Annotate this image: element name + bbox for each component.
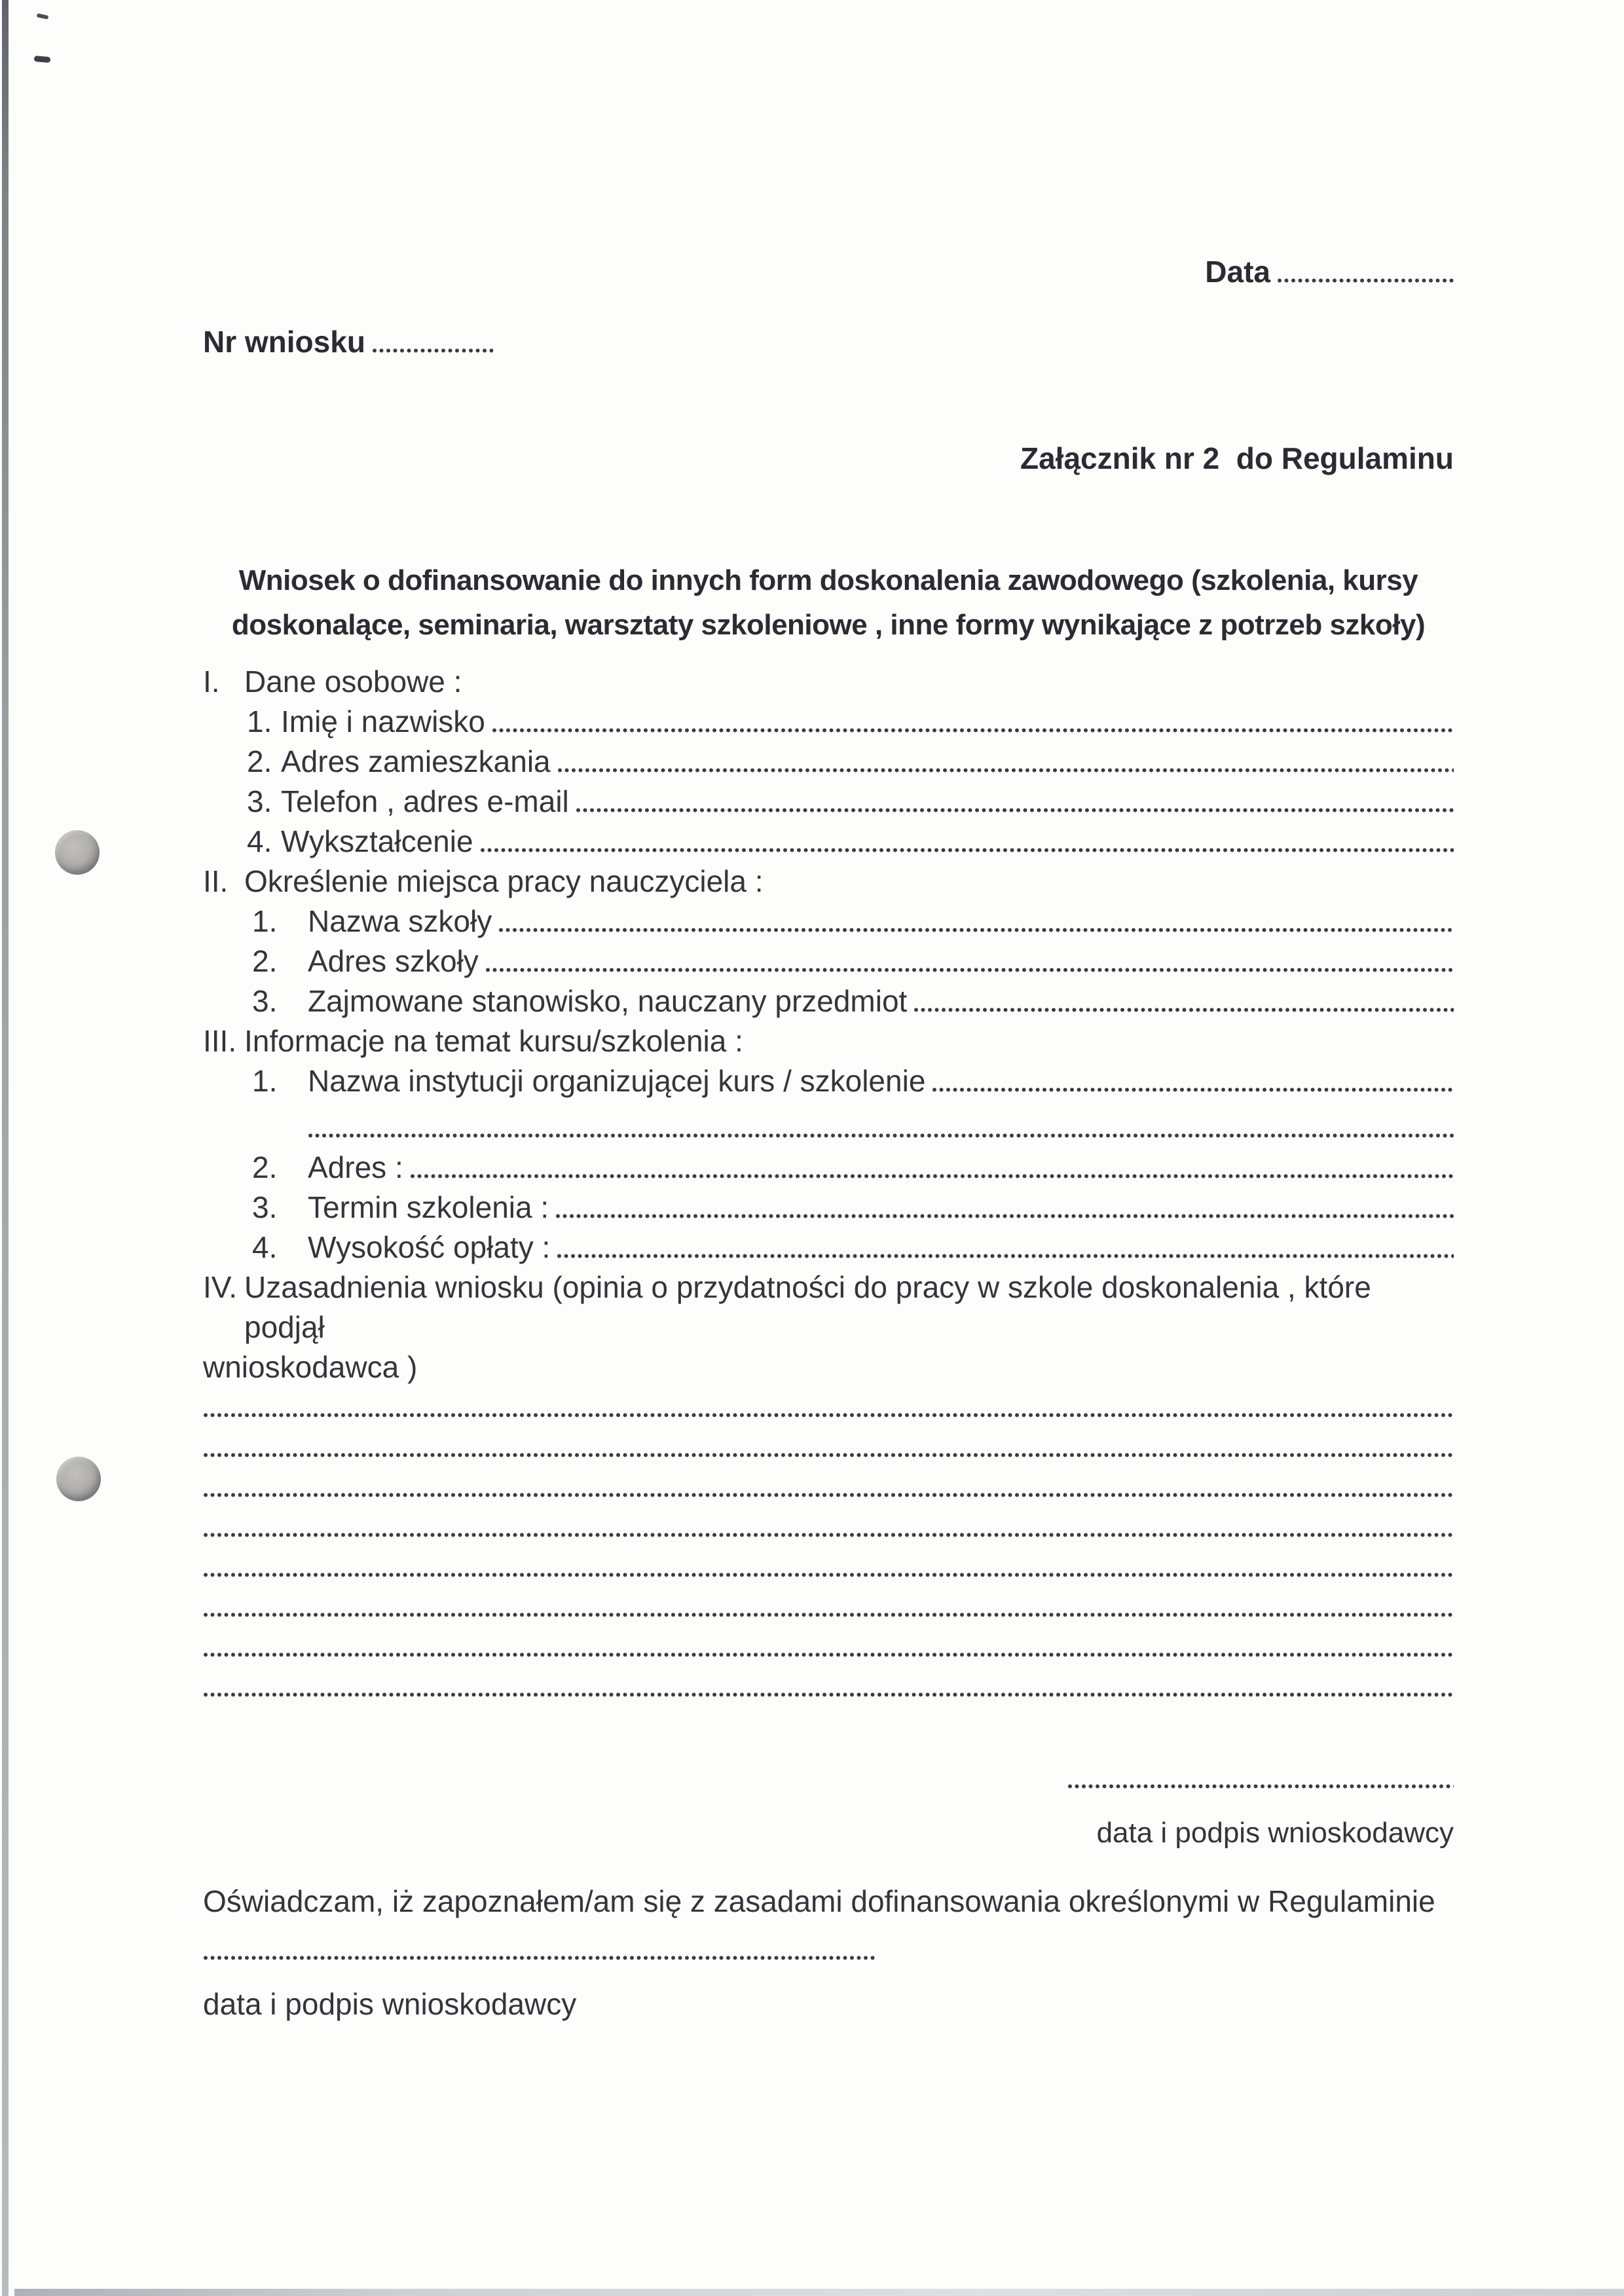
form-body [203, 662, 1454, 1707]
scanner-edge-strip [2, 0, 9, 2296]
field-row-institution-address [203, 1148, 1454, 1188]
signature-caption: data i podpis wnioskodawcy [203, 1987, 577, 2021]
request-number-field-row [203, 322, 1454, 362]
field-row-home-address [203, 742, 1454, 782]
dotted-fill-line [308, 1133, 1454, 1139]
section-heading-text: Informacje na temat kursu/szkolenia : [244, 1024, 743, 1058]
dotted-fill-line [576, 807, 1454, 813]
field-label: Termin szkolenia : [308, 1190, 549, 1224]
field-row-school-address [203, 941, 1454, 981]
dotted-fill-line [203, 1492, 1454, 1498]
item-number: 3. [252, 984, 278, 1018]
field-label: Nazwa szkoły [308, 904, 492, 938]
dotted-fill-line [203, 1532, 1454, 1538]
field-row-phone-email [203, 782, 1454, 822]
item-number: 2. [247, 744, 272, 778]
section-heading-text: Określenie miejsca pracy nauczyciela : [244, 864, 764, 898]
dotted-fill-line [557, 1253, 1454, 1259]
signature-block-right [203, 1783, 1454, 1853]
section-numeral: I. [203, 665, 220, 699]
section-heading-text-line1: Uzasadnienia wniosku (opinia o przydatności do pracy w szkole doskonalenia , które podjął [244, 1270, 1380, 1344]
justification-write-line [203, 1547, 1454, 1587]
field-row-training-date [203, 1188, 1454, 1228]
date-field-row [203, 252, 1454, 292]
section-heading-text-line2: wnioskodawca ) [203, 1350, 418, 1384]
section-heading-course-info [203, 1021, 1454, 1061]
request-number-label: Nr wniosku [203, 325, 365, 359]
date-label: Data [1205, 255, 1270, 289]
dotted-fill-line [498, 927, 1454, 933]
dotted-fill-line [203, 1692, 1454, 1698]
section-heading-personal-data [203, 662, 1454, 702]
item-number: 1. [252, 1064, 278, 1098]
field-row-education [203, 822, 1454, 862]
field-label: Adres : [308, 1150, 403, 1184]
dotted-fill-line [203, 1652, 1454, 1658]
section-numeral: IV. [203, 1270, 238, 1304]
justification-write-line [203, 1627, 1454, 1667]
field-label: Nazwa instytucji organizującej kurs / szkolenie [308, 1064, 926, 1098]
dotted-fill-line [480, 847, 1454, 853]
section-numeral: II. [203, 864, 229, 898]
justification-write-line [203, 1427, 1454, 1467]
justification-write-line [203, 1667, 1454, 1707]
form-title-line1: Wniosek o dofinansowanie do innych form doskonalenia zawodowego (szkolenia, kursy [238, 564, 1418, 596]
dotted-fill-line [492, 727, 1454, 733]
scan-speck-mark [34, 56, 51, 63]
section-heading-workplace [203, 862, 1454, 902]
justification-write-line [203, 1507, 1454, 1547]
hole-punch-bottom [56, 1457, 101, 1501]
dotted-fill-line [932, 1087, 1454, 1093]
item-number: 1. [247, 704, 272, 738]
field-row-institution-name [203, 1061, 1454, 1101]
dotted-fill-line [203, 1572, 1454, 1578]
dotted-fill-line [203, 1612, 1454, 1618]
field-label: Wysokość opłaty : [308, 1230, 551, 1264]
justification-write-line [203, 1467, 1454, 1507]
dotted-fill-line [557, 767, 1454, 773]
date-fill-line [1277, 278, 1454, 283]
signature-block-bottom [203, 1955, 1454, 2024]
scanner-bottom-edge [14, 2289, 1624, 2296]
attachment-note: Załącznik nr 2 do Regulaminu [1020, 441, 1454, 475]
request-number-fill-line [372, 348, 493, 354]
dotted-fill-line [913, 1007, 1454, 1013]
section-heading-justification [203, 1267, 1454, 1347]
field-row-name [203, 702, 1454, 742]
item-number: 2. [252, 944, 278, 978]
field-row-fee-amount [203, 1228, 1454, 1267]
item-number: 3. [247, 784, 272, 818]
dotted-fill-line-continuation [308, 1108, 1454, 1148]
signature-line [203, 1955, 877, 1961]
field-row-position-subject [203, 981, 1454, 1021]
section-heading-justification-wrap [203, 1347, 1454, 1387]
field-label: Adres zamieszkania [281, 744, 551, 778]
dotted-fill-line [485, 967, 1454, 973]
field-label: Imię i nazwisko [281, 704, 485, 738]
section-numeral: III. [203, 1024, 237, 1058]
attachment-note-row [203, 439, 1454, 479]
field-row-school-name [203, 902, 1454, 941]
signature-caption: data i podpis wnioskodawcy [1096, 1817, 1454, 1849]
item-number: 3. [252, 1190, 278, 1224]
item-number: 4. [247, 824, 272, 858]
declaration-text: Oświadczam, iż zapoznałem/am się z zasadami dofinansowania określonymi w Regulaminie [203, 1884, 1435, 1918]
dotted-fill-line [203, 1412, 1454, 1418]
field-label: Wykształcenie [281, 824, 473, 858]
form-title [203, 558, 1454, 647]
section-heading-text: Dane osobowe : [244, 665, 462, 699]
dotted-fill-line [555, 1213, 1454, 1219]
justification-write-line [203, 1587, 1454, 1627]
scan-speck-mark [37, 13, 49, 20]
field-label: Telefon , adres e-mail [281, 784, 569, 818]
signature-line [1067, 1783, 1454, 1789]
item-number: 1. [252, 904, 278, 938]
field-label: Adres szkoły [308, 944, 479, 978]
declaration-statement [203, 1882, 1454, 1922]
item-number: 2. [252, 1150, 278, 1184]
field-label: Zajmowane stanowisko, nauczany przedmiot [308, 984, 908, 1018]
form-content [203, 0, 1454, 2024]
hole-punch-top [55, 830, 100, 875]
item-number: 4. [252, 1230, 278, 1264]
dotted-fill-line [203, 1452, 1454, 1458]
justification-write-line [203, 1387, 1454, 1427]
form-title-line2: doskonalące, seminaria, warsztaty szkoleniowe , inne formy wynikające z potrzeb szkoły) [231, 609, 1426, 641]
dotted-fill-line [410, 1173, 1454, 1179]
